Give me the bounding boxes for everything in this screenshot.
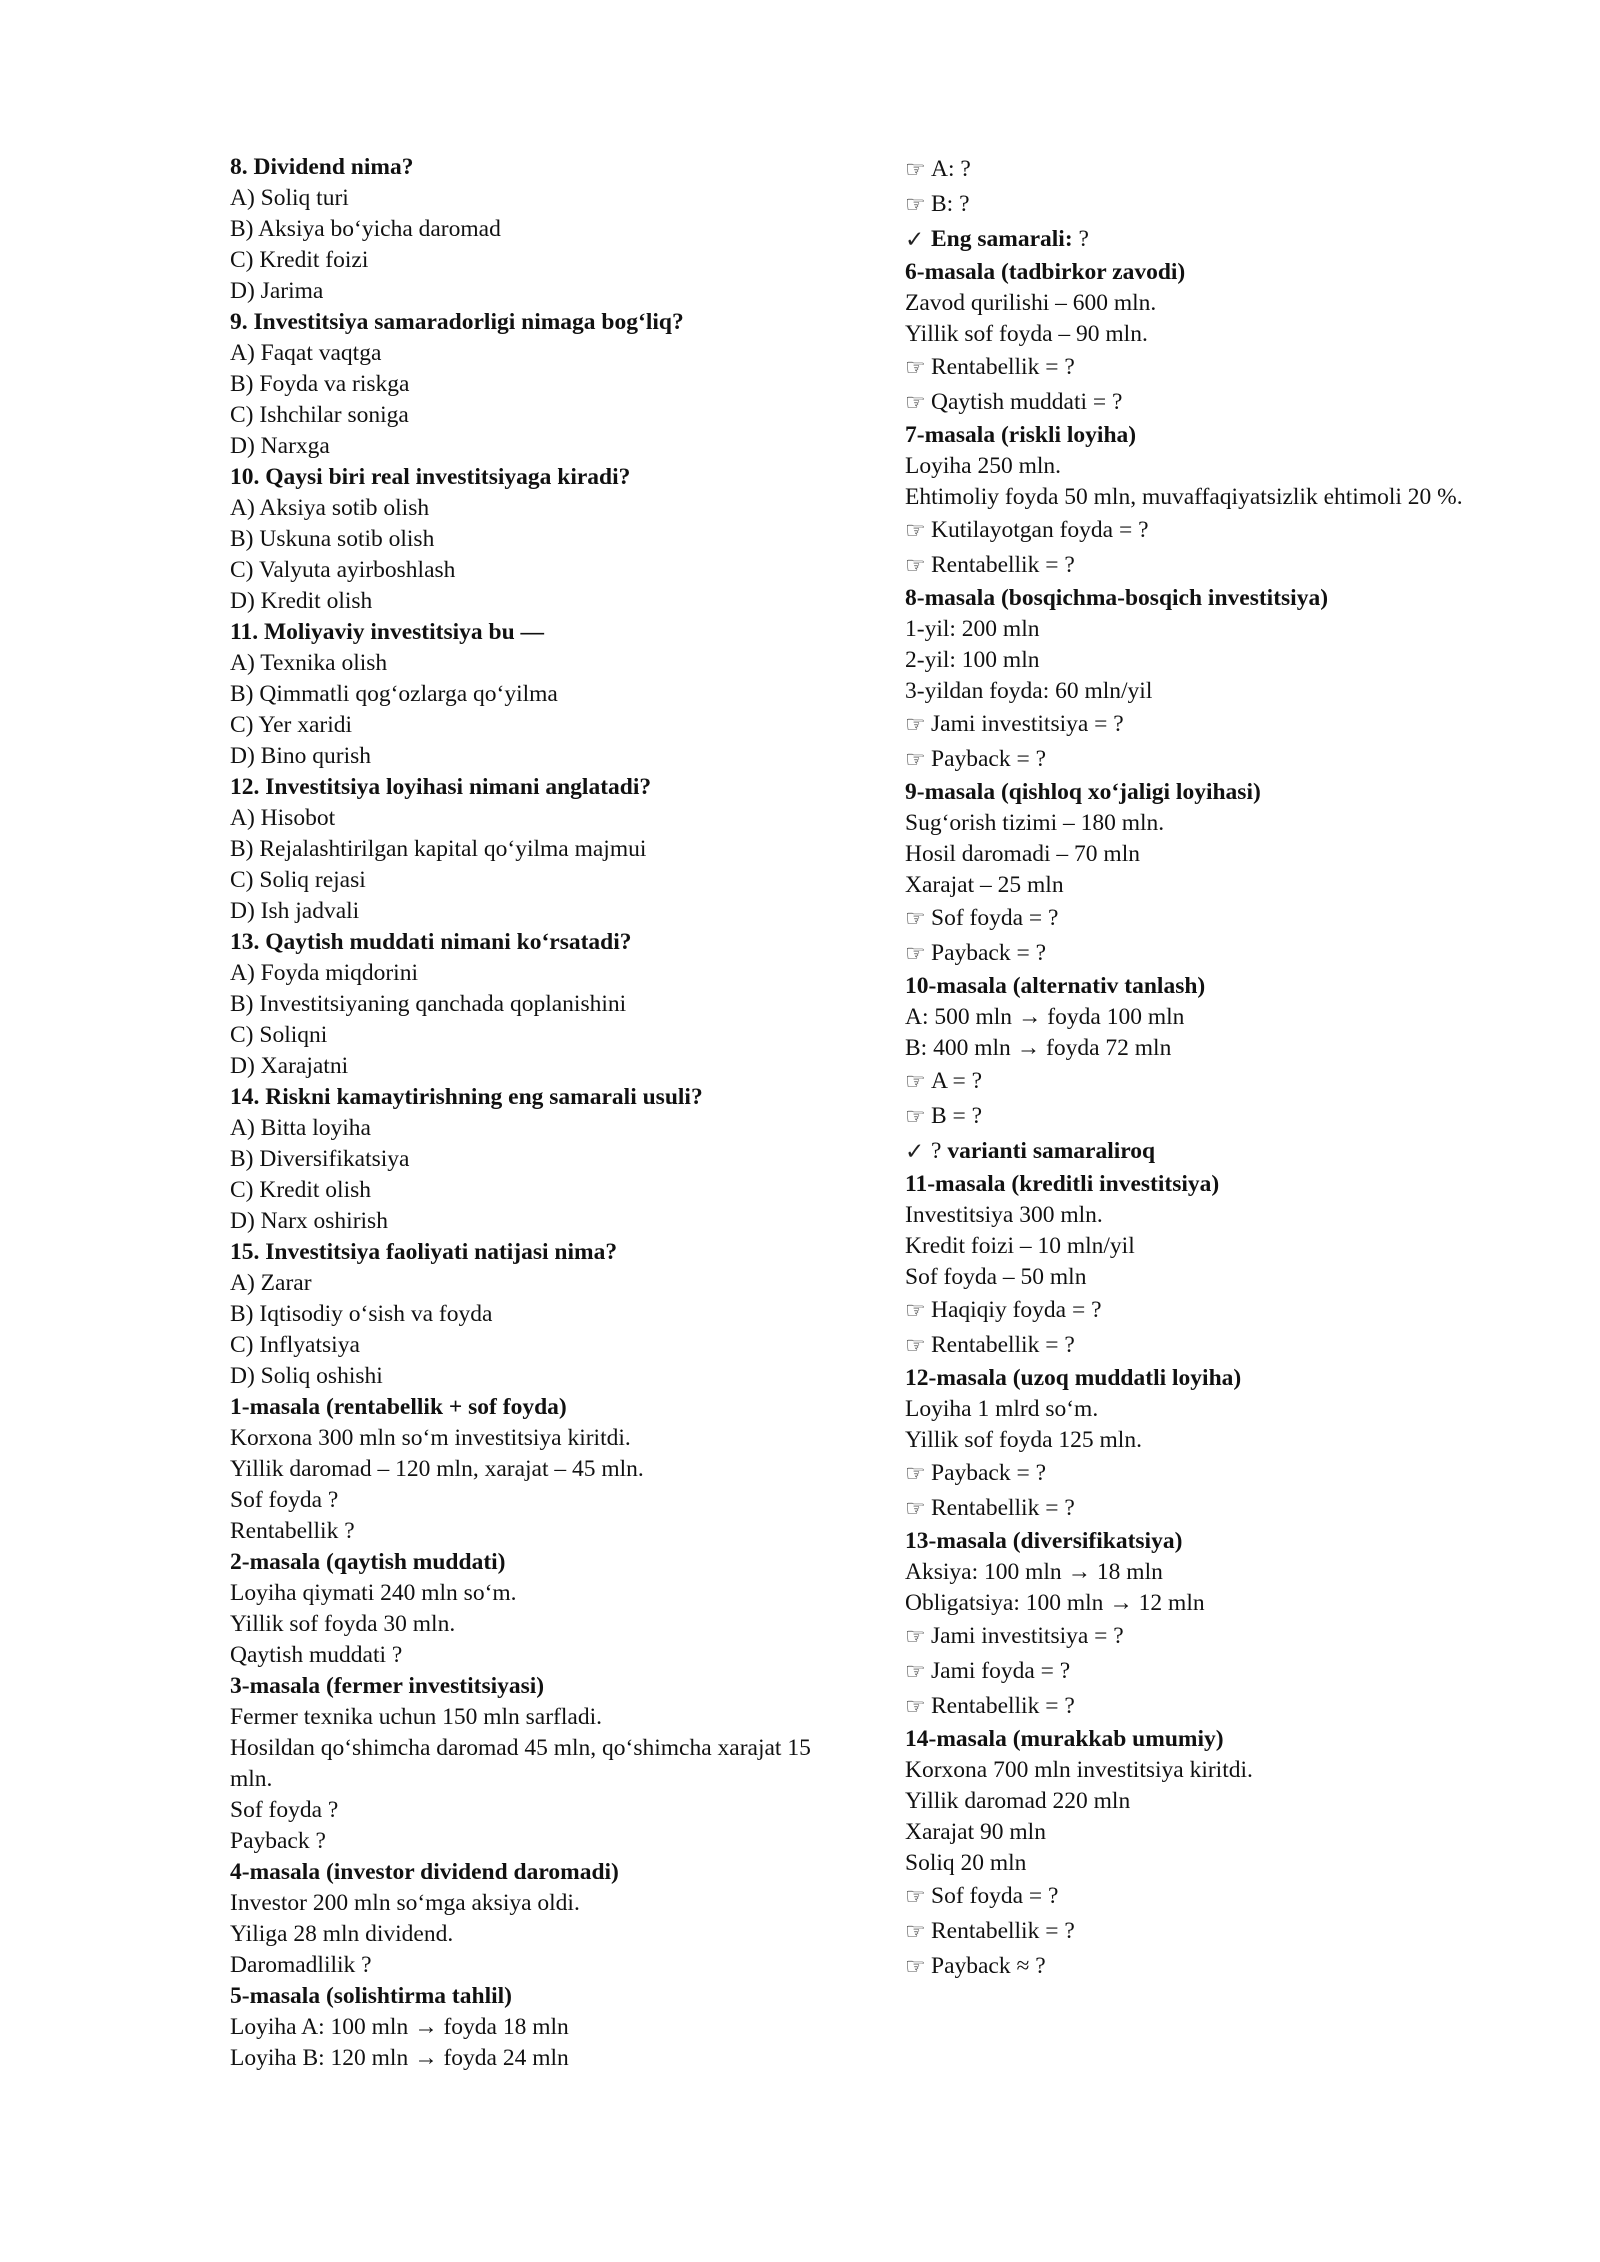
point-text: Rentabellik = ? bbox=[931, 1693, 1075, 1719]
task-line: Fermer texnika uchun 150 mln sarfladi. bbox=[230, 1704, 602, 1730]
task-point bbox=[905, 707, 1515, 742]
task-line: A: 500 mln → foyda 100 mln bbox=[905, 1004, 1185, 1030]
answer-option: A) Aksiya sotib olish bbox=[230, 495, 430, 521]
point-text: Rentabellik = ? bbox=[931, 552, 1075, 578]
task-title: 4-masala (investor dividend daromadi) bbox=[230, 1859, 619, 1885]
point-text: Rentabellik = ? bbox=[931, 1918, 1075, 1944]
question-title: 11. Moliyaviy investitsiya bu — bbox=[230, 619, 545, 645]
answer-option: A) Faqat vaqtga bbox=[230, 340, 382, 366]
pointing-hand-icon: ☞ bbox=[905, 553, 926, 578]
task-line: Ehtimoliy foyda 50 mln, muvaffaqiyatsizlik ehtimoli 20 %. bbox=[905, 484, 1463, 510]
task-point bbox=[905, 1293, 1515, 1328]
task-title: 12-masala (uzoq muddatli loyiha) bbox=[905, 1365, 1242, 1391]
task-title: 7-masala (riskli loyiha) bbox=[905, 422, 1137, 448]
task-line: Yillik daromad 220 mln bbox=[905, 1788, 1131, 1814]
answer-option: D) Narx oshirish bbox=[230, 1208, 388, 1234]
pointing-hand-icon: ☞ bbox=[905, 747, 926, 772]
answer-option: B) Iqtisodiy o‘sish va foyda bbox=[230, 1301, 493, 1327]
point-text: Jami foyda = ? bbox=[931, 1658, 1071, 1684]
answer-option: D) Ish jadvali bbox=[230, 898, 360, 924]
answer-option: C) Kredit olish bbox=[230, 1177, 371, 1203]
pointing-hand-icon: ☞ bbox=[905, 906, 926, 931]
task-conclusion bbox=[905, 1134, 1515, 1169]
point-text: A: ? bbox=[931, 156, 971, 182]
point-text: Sof foyda = ? bbox=[931, 1883, 1059, 1909]
point-text: Payback = ? bbox=[931, 940, 1047, 966]
task-point bbox=[905, 1328, 1515, 1363]
point-text: Haqiqiy foyda = ? bbox=[931, 1297, 1102, 1323]
answer-option: C) Soliqni bbox=[230, 1022, 328, 1048]
point-text: A = ? bbox=[931, 1068, 983, 1094]
point-text: Payback = ? bbox=[931, 746, 1047, 772]
pointing-hand-icon: ☞ bbox=[905, 355, 926, 380]
task-line: Xarajat 90 mln bbox=[905, 1819, 1046, 1845]
task-point bbox=[905, 513, 1515, 548]
task-point bbox=[905, 152, 1515, 187]
point-text: Sof foyda = ? bbox=[931, 905, 1059, 931]
task-point bbox=[905, 548, 1515, 583]
task-point bbox=[905, 385, 1515, 420]
pointing-hand-icon: ☞ bbox=[905, 192, 926, 217]
pointing-hand-icon: ☞ bbox=[905, 941, 926, 966]
task-line: Korxona 300 mln so‘m investitsiya kiritdi. bbox=[230, 1425, 631, 1451]
pointing-hand-icon: ☞ bbox=[905, 1694, 926, 1719]
task-title: 8-masala (bosqichma-bosqich investitsiya) bbox=[905, 585, 1329, 611]
pointing-hand-icon: ☞ bbox=[905, 1919, 926, 1944]
answer-option: A) Foyda miqdorini bbox=[230, 960, 418, 986]
pointing-hand-icon: ☞ bbox=[905, 1884, 926, 1909]
task-point bbox=[905, 936, 1515, 971]
task-line: Qaytish muddati ? bbox=[230, 1642, 403, 1668]
task-line: Daromadlilik ? bbox=[230, 1952, 372, 1978]
task-line: 2-yil: 100 mln bbox=[905, 647, 1040, 673]
answer-option: B) Rejalashtirilgan kapital qo‘yilma majmui bbox=[230, 836, 647, 862]
task-line: B: 400 mln → foyda 72 mln bbox=[905, 1035, 1172, 1061]
task-line: Hosil daromadi – 70 mln bbox=[905, 841, 1140, 867]
answer-option: B) Investitsiyaning qanchada qoplanishini bbox=[230, 991, 627, 1017]
pointing-hand-icon: ☞ bbox=[905, 1333, 926, 1358]
task-point bbox=[905, 1064, 1515, 1099]
question-title: 13. Qaytish muddati nimani ko‘rsatadi? bbox=[230, 929, 632, 955]
point-text: Rentabellik = ? bbox=[931, 1332, 1075, 1358]
task-point bbox=[905, 1949, 1515, 1984]
task-title: 5-masala (solishtirma tahlil) bbox=[230, 1983, 512, 2009]
task-point bbox=[905, 901, 1515, 936]
task-line: Investitsiya 300 mln. bbox=[905, 1202, 1103, 1228]
answer-option: D) Bino qurish bbox=[230, 743, 371, 769]
task-line: Sof foyda ? bbox=[230, 1797, 339, 1823]
left-column bbox=[230, 152, 840, 2074]
task-line: Sof foyda ? bbox=[230, 1487, 339, 1513]
point-text: Jami investitsiya = ? bbox=[931, 1623, 1124, 1649]
task-line: Xarajat – 25 mln bbox=[905, 872, 1064, 898]
task-line: Loyiha 1 mlrd so‘m. bbox=[905, 1396, 1099, 1422]
task-point bbox=[905, 1654, 1515, 1689]
pointing-hand-icon: ☞ bbox=[905, 1069, 926, 1094]
conclusion-bold: varianti samaraliroq bbox=[947, 1138, 1156, 1164]
answer-option: D) Soliq oshishi bbox=[230, 1363, 383, 1389]
answer-option: B) Foyda va riskga bbox=[230, 371, 410, 397]
task-title: 3-masala (fermer investitsiyasi) bbox=[230, 1673, 545, 1699]
task-line: Korxona 700 mln investitsiya kiritdi. bbox=[905, 1757, 1253, 1783]
task-line: Sug‘orish tizimi – 180 mln. bbox=[905, 810, 1165, 836]
task-point bbox=[905, 1879, 1515, 1914]
task-title: 2-masala (qaytish muddati) bbox=[230, 1549, 506, 1575]
conclusion-bold: Eng samarali: bbox=[931, 226, 1073, 252]
point-text: Kutilayotgan foyda = ? bbox=[931, 517, 1149, 543]
answer-option: C) Kredit foizi bbox=[230, 247, 369, 273]
pointing-hand-icon: ☞ bbox=[905, 1461, 926, 1486]
task-line: Kredit foizi – 10 mln/yil bbox=[905, 1233, 1135, 1259]
question-title: 15. Investitsiya faoliyati natijasi nima? bbox=[230, 1239, 618, 1265]
pointing-hand-icon: ☞ bbox=[905, 1496, 926, 1521]
pointing-hand-icon: ☞ bbox=[905, 157, 926, 182]
task-line: Yillik sof foyda – 90 mln. bbox=[905, 321, 1148, 347]
right-column bbox=[905, 152, 1515, 1984]
answer-option: B) Qimmatli qog‘ozlarga qo‘yilma bbox=[230, 681, 558, 707]
check-mark-icon: ✓ bbox=[905, 227, 925, 252]
task-line: Loyiha qiymati 240 mln so‘m. bbox=[230, 1580, 517, 1606]
task-line: Loyiha A: 100 mln → foyda 18 mln bbox=[230, 2014, 569, 2040]
task-line: Zavod qurilishi – 600 mln. bbox=[905, 290, 1157, 316]
task-line: Loyiha B: 120 mln → foyda 24 mln bbox=[230, 2045, 569, 2071]
point-text: Jami investitsiya = ? bbox=[931, 711, 1124, 737]
task-line: Investor 200 mln so‘mga aksiya oldi. bbox=[230, 1890, 580, 1916]
pointing-hand-icon: ☞ bbox=[905, 1659, 926, 1684]
task-line: Aksiya: 100 mln → 18 mln bbox=[905, 1559, 1163, 1585]
question-title: 12. Investitsiya loyihasi nimani anglatadi? bbox=[230, 774, 652, 800]
task-title: 1-masala (rentabellik + sof foyda) bbox=[230, 1394, 567, 1420]
question-title: 9. Investitsiya samaradorligi nimaga bog‘liq? bbox=[230, 309, 684, 335]
conclusion-text: ? bbox=[931, 1138, 948, 1164]
point-text: Rentabellik = ? bbox=[931, 354, 1075, 380]
point-text: Payback ≈ ? bbox=[931, 1953, 1046, 1979]
answer-option: C) Inflyatsiya bbox=[230, 1332, 360, 1358]
pointing-hand-icon: ☞ bbox=[905, 1624, 926, 1649]
task-point bbox=[905, 1619, 1515, 1654]
task-point bbox=[905, 742, 1515, 777]
task-line: 3-yildan foyda: 60 mln/yil bbox=[905, 678, 1153, 704]
task-line: 1-yil: 200 mln bbox=[905, 616, 1040, 642]
task-line: Rentabellik ? bbox=[230, 1518, 355, 1544]
point-text: B: ? bbox=[931, 191, 970, 217]
task-title: 10-masala (alternativ tanlash) bbox=[905, 973, 1206, 999]
task-line: Loyiha 250 mln. bbox=[905, 453, 1061, 479]
conclusion-text: ? bbox=[1072, 226, 1089, 252]
answer-option: D) Jarima bbox=[230, 278, 324, 304]
answer-option: C) Ishchilar soniga bbox=[230, 402, 409, 428]
task-point bbox=[905, 1491, 1515, 1526]
answer-option: D) Xarajatni bbox=[230, 1053, 349, 1079]
pointing-hand-icon: ☞ bbox=[905, 1298, 926, 1323]
task-point bbox=[905, 1914, 1515, 1949]
task-title: 13-masala (diversifikatsiya) bbox=[905, 1528, 1183, 1554]
task-line: Payback ? bbox=[230, 1828, 326, 1854]
answer-option: B) Uskuna sotib olish bbox=[230, 526, 435, 552]
task-point bbox=[905, 350, 1515, 385]
task-line: Sof foyda – 50 mln bbox=[905, 1264, 1087, 1290]
task-line: Soliq 20 mln bbox=[905, 1850, 1027, 1876]
task-title: 9-masala (qishloq xo‘jaligi loyihasi) bbox=[905, 779, 1261, 805]
answer-option: A) Hisobot bbox=[230, 805, 336, 831]
point-text: Rentabellik = ? bbox=[931, 1495, 1075, 1521]
pointing-hand-icon: ☞ bbox=[905, 518, 926, 543]
question-title: 10. Qaysi biri real investitsiyaga kiradi? bbox=[230, 464, 631, 490]
task-title: 14-masala (murakkab umumiy) bbox=[905, 1726, 1224, 1752]
task-line: Yiliga 28 mln dividend. bbox=[230, 1921, 454, 1947]
answer-option: C) Yer xaridi bbox=[230, 712, 353, 738]
task-line: Hosildan qo‘shimcha daromad 45 mln, qo‘shimcha xarajat 15 mln. bbox=[230, 1735, 811, 1792]
answer-option: A) Texnika olish bbox=[230, 650, 388, 676]
answer-option: C) Valyuta ayirboshlash bbox=[230, 557, 456, 583]
task-line: Obligatsiya: 100 mln → 12 mln bbox=[905, 1590, 1205, 1616]
pointing-hand-icon: ☞ bbox=[905, 390, 926, 415]
answer-option: B) Aksiya bo‘yicha daromad bbox=[230, 216, 501, 242]
task-point bbox=[905, 1456, 1515, 1491]
pointing-hand-icon: ☞ bbox=[905, 712, 926, 737]
pointing-hand-icon: ☞ bbox=[905, 1104, 926, 1129]
point-text: Payback = ? bbox=[931, 1460, 1047, 1486]
task-point bbox=[905, 1689, 1515, 1724]
answer-option: A) Soliq turi bbox=[230, 185, 349, 211]
task-conclusion bbox=[905, 222, 1515, 257]
pointing-hand-icon: ☞ bbox=[905, 1954, 926, 1979]
task-title: 11-masala (kreditli investitsiya) bbox=[905, 1171, 1220, 1197]
answer-option: A) Bitta loyiha bbox=[230, 1115, 371, 1141]
answer-option: A) Zarar bbox=[230, 1270, 312, 1296]
task-line: Yillik daromad – 120 mln, xarajat – 45 mln. bbox=[230, 1456, 644, 1482]
task-title: 6-masala (tadbirkor zavodi) bbox=[905, 259, 1186, 285]
point-text: B = ? bbox=[931, 1103, 983, 1129]
answer-option: C) Soliq rejasi bbox=[230, 867, 366, 893]
task-point bbox=[905, 187, 1515, 222]
question-title: 14. Riskni kamaytirishning eng samarali usuli? bbox=[230, 1084, 703, 1110]
point-text: Qaytish muddati = ? bbox=[931, 389, 1123, 415]
check-mark-icon: ✓ bbox=[905, 1139, 925, 1164]
answer-option: B) Diversifikatsiya bbox=[230, 1146, 410, 1172]
task-line: Yillik sof foyda 30 mln. bbox=[230, 1611, 456, 1637]
task-line: Yillik sof foyda 125 mln. bbox=[905, 1427, 1142, 1453]
question-title: 8. Dividend nima? bbox=[230, 154, 414, 180]
answer-option: D) Narxga bbox=[230, 433, 330, 459]
task-point bbox=[905, 1099, 1515, 1134]
answer-option: D) Kredit olish bbox=[230, 588, 373, 614]
